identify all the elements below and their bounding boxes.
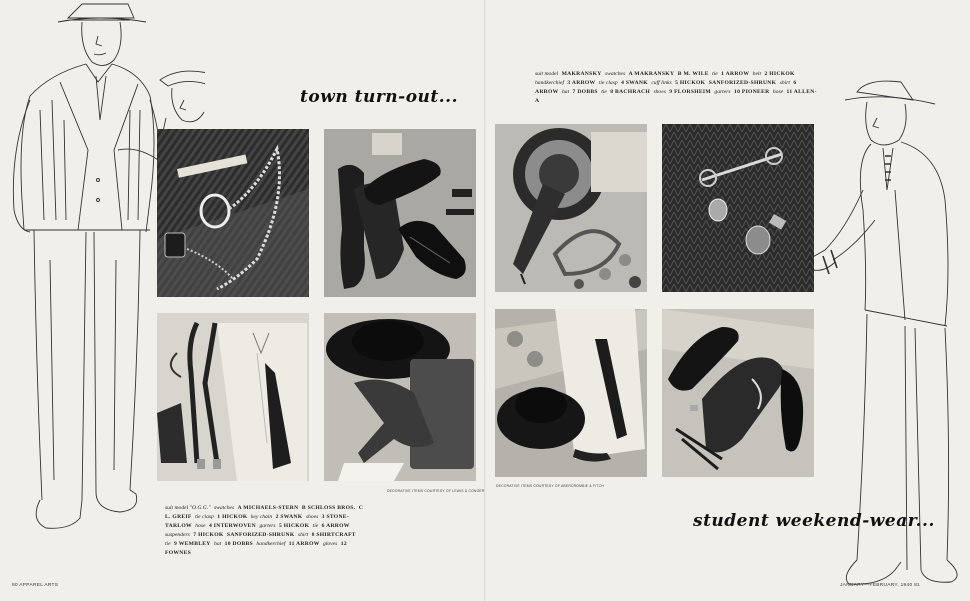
caption-left-segment: hat — [214, 541, 222, 547]
caption-left-segment: tie — [312, 523, 319, 529]
caption-left-segment: B SCHLOSS BROS. — [301, 505, 356, 511]
caption-right-segment: 10 PIONEER — [733, 89, 770, 95]
caption-left-segment: 12 FOWNES — [165, 541, 347, 556]
caption-left-segment: 8 SHIRTCRAFT — [311, 532, 356, 538]
caption-right-segment: tie — [712, 71, 718, 77]
caption-right — [535, 70, 817, 106]
folio-left: 80 APPAREL ARTS — [12, 583, 59, 588]
caption-right-segment: shoes — [653, 89, 666, 95]
photo-hat-shirt-pipe — [495, 309, 647, 477]
caption-right-segment: 9 FLORSHEIM — [669, 89, 711, 95]
photo-hat-gloves — [324, 313, 476, 481]
photo-shoes-garters — [662, 309, 814, 477]
caption-right-segment: 7 DOBBS — [572, 89, 598, 95]
caption-right-segment: 4 SWANK — [621, 80, 648, 86]
caption-right-segment: A MAKRANSKY — [628, 71, 675, 77]
caption-left-segment: 4 INTERWOVEN — [208, 523, 257, 529]
caption-right-segment: garters — [714, 89, 731, 95]
caption-left-segment: gloves — [323, 541, 338, 547]
caption-left-segment: 5 HICKOK — [279, 523, 310, 529]
caption-right-segment: SANFORIZED-SHRUNK — [708, 80, 777, 86]
caption-left-segment: 3 STONE-TARLOW — [165, 514, 349, 529]
caption-left-segment: tie — [165, 541, 171, 547]
photo-accessories-chain — [157, 129, 309, 297]
caption-right-segment: 3 ARROW — [567, 80, 596, 86]
caption-left-segment: hose — [195, 523, 206, 529]
caption-left-segment: suspenders — [165, 532, 190, 538]
caption-left-segment: 11 ARROW — [288, 541, 320, 547]
photo-cufflinks-tweed — [662, 124, 814, 292]
caption-right-segment: hat — [561, 89, 570, 95]
caption-right-segment: 2 HICKOK — [764, 71, 795, 77]
caption-right-segment: handkerchief — [535, 80, 564, 86]
caption-left-segment: 10 DOBBS — [224, 541, 253, 547]
photo-credit-left: DECORATIVE ITEMS COURTESY OF LEWIS & CONGER — [387, 489, 485, 493]
caption-left-segment: key chain — [250, 514, 273, 520]
caption-left-segment: shirt — [297, 532, 309, 538]
caption-left-segment: C L. GREIF — [165, 505, 364, 520]
caption-right-segment: cuff links — [651, 80, 672, 86]
caption-right-segment: suit model — [535, 71, 559, 77]
photo-suspenders-shirt — [157, 313, 309, 481]
caption-right-segment: hose — [772, 89, 784, 95]
caption-left — [165, 504, 365, 558]
caption-left-segment: swatches — [213, 505, 235, 511]
caption-right-segment: 5 HICKOK — [675, 80, 706, 86]
heading-student-weekend-wear: student weekend-wear... — [693, 511, 935, 531]
caption-right-segment: 8 BACHRACH — [610, 89, 651, 95]
heading-town-turn-out: town turn-out... — [300, 87, 458, 107]
caption-left-segment: 9 WEMBLEY — [174, 541, 211, 547]
page-gutter — [484, 0, 486, 601]
caption-left-segment: 6 ARROW — [321, 523, 350, 529]
caption-right-segment: shirt — [779, 80, 790, 86]
caption-left-segment: shoes — [305, 514, 319, 520]
caption-left-segment: suit model "O.G.G." — [165, 505, 211, 511]
caption-left-segment: tie clasp — [195, 514, 214, 520]
caption-left-segment: 1 HICKOK — [217, 514, 248, 520]
caption-right-segment: B M. WILE — [677, 71, 709, 77]
caption-left-segment: handkerchief — [256, 541, 286, 547]
caption-right-segment: belt — [752, 71, 762, 77]
caption-left-segment: 7 HICKOK — [193, 532, 224, 538]
caption-right-segment: 11 ALLEN-A — [535, 89, 817, 104]
caption-left-segment: garters — [259, 523, 276, 529]
caption-right-segment: tie clasp — [598, 80, 618, 86]
caption-right-segment: 1 ARROW — [721, 71, 750, 77]
caption-right-segment: swatches — [604, 71, 626, 77]
folio-right: JANUARY—FEBRUARY, 1940 81 — [840, 583, 921, 588]
caption-left-segment: A MICHAELS-STERN — [237, 505, 299, 511]
photo-tie-belt-plate — [495, 124, 647, 292]
caption-left-segment: 2 SWANK — [275, 514, 303, 520]
caption-right-segment: tie — [601, 89, 607, 95]
caption-right-segment: 6 ARROW — [535, 80, 797, 95]
caption-right-segment: MAKRANSKY — [561, 71, 602, 77]
photo-credit-right: DECORATIVE ITEMS COURTESY OF ABERCROMBIE & FITCH — [496, 484, 604, 488]
photo-shoes-hose — [324, 129, 476, 297]
caption-left-segment: SANFORIZED-SHRUNK — [226, 532, 295, 538]
